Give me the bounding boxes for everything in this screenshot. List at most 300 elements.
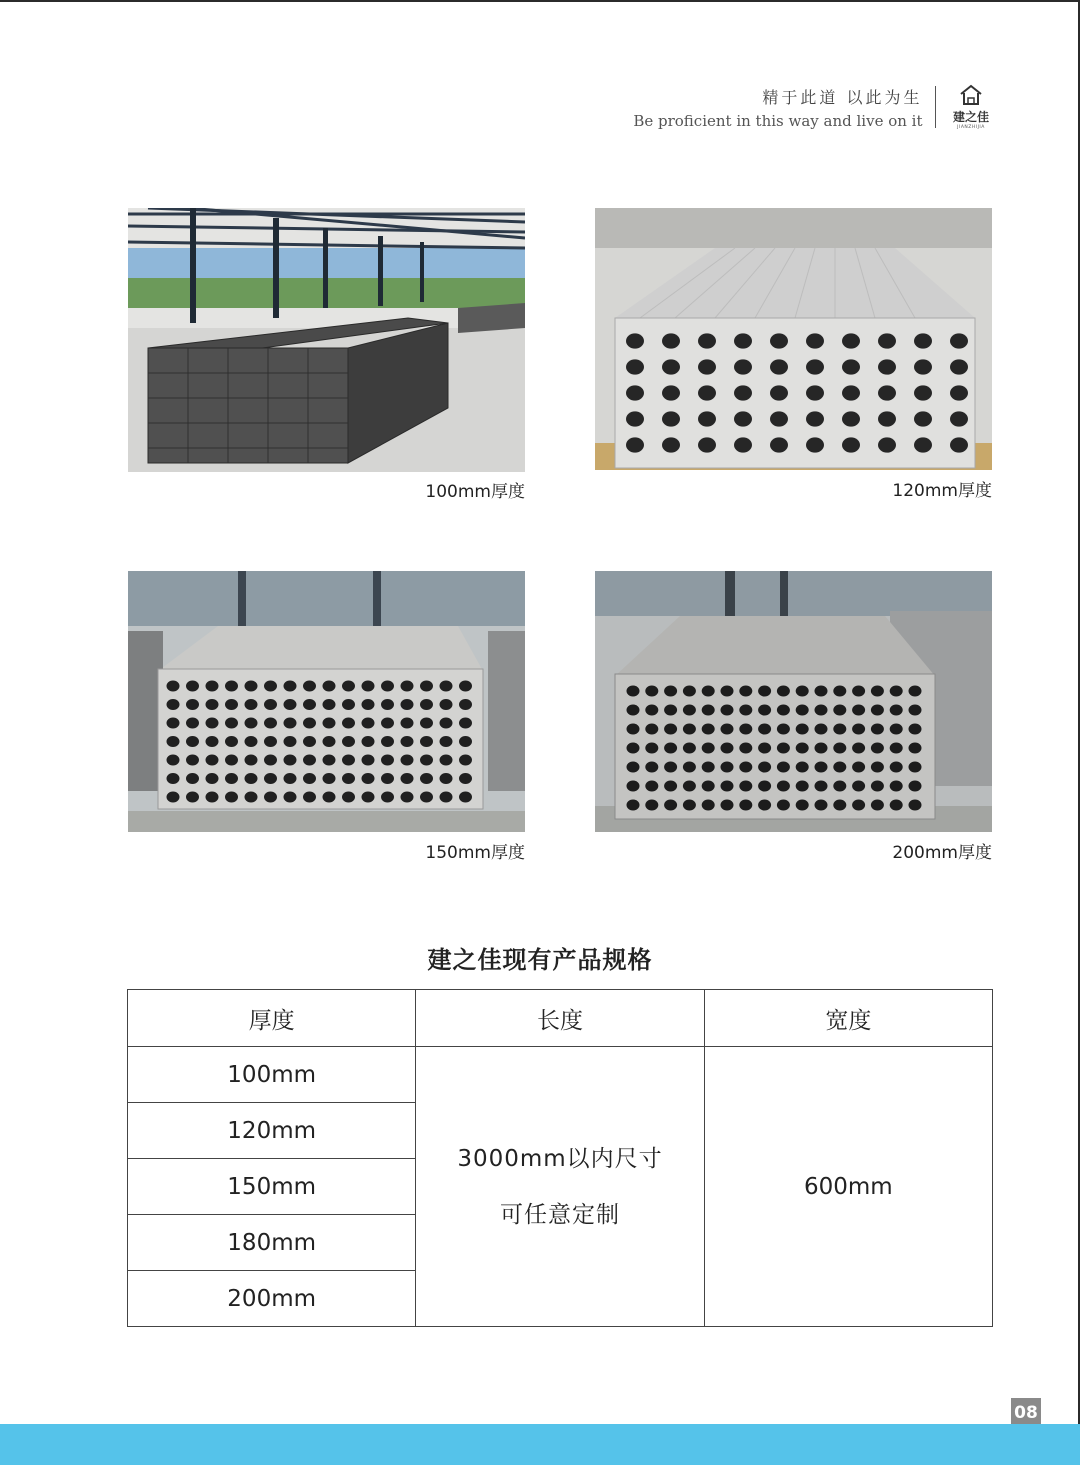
panel-hole [890, 723, 903, 734]
panel-hole [698, 411, 716, 426]
panel-hole [878, 437, 896, 452]
panel-hole [626, 437, 644, 452]
panel-hole [662, 411, 680, 426]
panel-hole [950, 437, 968, 452]
panel-hole [909, 723, 922, 734]
panel-hole [815, 723, 828, 734]
brand-logo [948, 84, 994, 130]
panel-hole [702, 799, 715, 810]
panel-hole [627, 742, 640, 753]
panel-hole [702, 761, 715, 772]
panel-hole [626, 333, 644, 348]
panel-hole [734, 359, 752, 374]
panel-hole [323, 754, 336, 765]
panel-hole [739, 780, 752, 791]
panel-hole [323, 680, 336, 691]
panel-hole [842, 437, 860, 452]
panel-hole [662, 385, 680, 400]
panel-hole [890, 761, 903, 772]
panel-hole [225, 754, 238, 765]
panel-hole [627, 685, 640, 696]
panel-hole [702, 685, 715, 696]
panel-hole [401, 736, 414, 747]
panel-hole [245, 699, 258, 710]
panel-hole [284, 791, 297, 802]
panel-hole [245, 754, 258, 765]
length-cell [416, 1047, 704, 1327]
panel-hole [401, 680, 414, 691]
panel-hole [342, 754, 355, 765]
panel-hole [721, 704, 734, 715]
panel-hole [758, 723, 771, 734]
panel-hole [459, 699, 472, 710]
slogan [633, 85, 922, 130]
panel-hole [342, 736, 355, 747]
panel-hole [440, 736, 453, 747]
slogan-chinese: 精于此道 以此为生 [762, 87, 923, 107]
panel-hole [806, 437, 824, 452]
panel-hole [734, 385, 752, 400]
panel-hole [627, 799, 640, 810]
panel-stack-photo-icon [128, 571, 525, 832]
panel-hole [323, 773, 336, 784]
panel-hole [627, 704, 640, 715]
panel-hole [852, 780, 865, 791]
panel-hole [362, 699, 375, 710]
spec-table [127, 989, 993, 1327]
panel-hole [303, 754, 316, 765]
panel-hole [758, 761, 771, 772]
header-divider [935, 86, 937, 128]
panel-hole [815, 780, 828, 791]
panel-hole [264, 699, 277, 710]
panel-hole [758, 742, 771, 753]
panel-hole [264, 680, 277, 691]
panel-hole [950, 359, 968, 374]
panel-hole [796, 742, 809, 753]
panel-hole [734, 333, 752, 348]
panel-hole [381, 717, 394, 728]
panel-hole [167, 736, 180, 747]
panel-hole [186, 699, 199, 710]
panel-hole [890, 685, 903, 696]
page-number: 08 [1011, 1398, 1041, 1428]
panel-hole [664, 704, 677, 715]
panel-hole [342, 773, 355, 784]
panel-hole [815, 742, 828, 753]
panel-hole [777, 704, 790, 715]
panel-hole [342, 680, 355, 691]
panel-hole [167, 773, 180, 784]
panel-hole [833, 685, 846, 696]
panel-hole [683, 723, 696, 734]
panel-hole [871, 704, 884, 715]
panel-hole [420, 699, 433, 710]
panel-hole [627, 780, 640, 791]
panel-hole [698, 333, 716, 348]
panel-hole [225, 736, 238, 747]
panel-hole [662, 359, 680, 374]
panel-hole [206, 699, 219, 710]
footer-bar [0, 1424, 1080, 1465]
panel-hole [167, 717, 180, 728]
panel-hole [401, 773, 414, 784]
panel-hole [245, 680, 258, 691]
panel-hole [871, 799, 884, 810]
panel-hole [878, 385, 896, 400]
panel-hole [777, 723, 790, 734]
panel-hole [914, 359, 932, 374]
panel-hole [323, 791, 336, 802]
panel-hole [225, 680, 238, 691]
panel-hole [909, 799, 922, 810]
panel-hole [420, 680, 433, 691]
panel-hole [683, 704, 696, 715]
panel-hole [777, 761, 790, 772]
panel-hole [459, 717, 472, 728]
panel-hole [167, 680, 180, 691]
panel-hole [890, 742, 903, 753]
panel-hole [381, 699, 394, 710]
panel-hole [245, 736, 258, 747]
panel-hole [698, 385, 716, 400]
panel-hole [420, 717, 433, 728]
panel-hole [264, 736, 277, 747]
header-width: 宽度 [704, 990, 992, 1047]
panel-hole [459, 791, 472, 802]
panel-hole [758, 799, 771, 810]
panel-hole [284, 717, 297, 728]
panel-hole [842, 333, 860, 348]
panel-hole [914, 385, 932, 400]
panel-hole [950, 333, 968, 348]
panel-hole [401, 791, 414, 802]
thickness-cell: 100mm [128, 1047, 416, 1103]
panel-hole [702, 723, 715, 734]
panel-hole [833, 799, 846, 810]
panel-hole [833, 704, 846, 715]
panel-hole [284, 773, 297, 784]
panel-hole [842, 359, 860, 374]
panel-hole [303, 791, 316, 802]
panel-hole [890, 799, 903, 810]
panel-hole [890, 704, 903, 715]
panel-hole [739, 685, 752, 696]
panel-hole [734, 437, 752, 452]
panel-hole [186, 717, 199, 728]
panel-hole [420, 773, 433, 784]
panel-hole [420, 754, 433, 765]
panel-hole [702, 704, 715, 715]
panel-hole [852, 704, 865, 715]
house-icon [958, 84, 984, 106]
panel-hole [739, 742, 752, 753]
panel-hole [796, 704, 809, 715]
panel-hole [626, 385, 644, 400]
panel-hole [871, 742, 884, 753]
panel-hole [770, 437, 788, 452]
panel-hole [167, 754, 180, 765]
panel-hole [770, 385, 788, 400]
thickness-cell: 150mm [128, 1159, 416, 1215]
panel-hole [662, 437, 680, 452]
panel-hole [950, 411, 968, 426]
panel-hole [342, 717, 355, 728]
panel-hole [852, 685, 865, 696]
panel-hole [381, 736, 394, 747]
thickness-cell: 120mm [128, 1103, 416, 1159]
panel-hole [842, 411, 860, 426]
caption-200mm: 200mm厚度 [892, 843, 992, 863]
panel-hole [206, 736, 219, 747]
panel-hole [645, 742, 658, 753]
panel-hole [702, 742, 715, 753]
panel-hole [664, 723, 677, 734]
panel-hole [225, 773, 238, 784]
panel-hole [871, 685, 884, 696]
panel-hole [662, 333, 680, 348]
panel-hole [796, 685, 809, 696]
panel-hole [264, 717, 277, 728]
panel-hole [806, 333, 824, 348]
panel-hole [739, 799, 752, 810]
panel-hole [878, 333, 896, 348]
panel-hole [459, 736, 472, 747]
panel-hole [852, 799, 865, 810]
panel-hole [698, 359, 716, 374]
panel-hole [683, 761, 696, 772]
panel-hole [264, 754, 277, 765]
panel-hole [871, 780, 884, 791]
panel-hole [362, 680, 375, 691]
panel-hole [401, 717, 414, 728]
panel-hole [721, 742, 734, 753]
panel-hole [440, 773, 453, 784]
panel-hole [871, 761, 884, 772]
panel-hole [459, 680, 472, 691]
panel-hole [664, 742, 677, 753]
panel-hole [645, 761, 658, 772]
panel-hole [303, 736, 316, 747]
panel-hole [225, 699, 238, 710]
length-line-1: 3000mm以内尺寸 [457, 1145, 663, 1172]
panel-hole [698, 437, 716, 452]
panel-hole [909, 704, 922, 715]
panel-hole [878, 359, 896, 374]
top-border [0, 0, 1080, 2]
panel-hole [645, 685, 658, 696]
panel-hole [909, 761, 922, 772]
panel-hole [770, 333, 788, 348]
panel-hole [702, 780, 715, 791]
photo-150mm [128, 571, 525, 832]
panel-hole [806, 359, 824, 374]
panel-hole [440, 791, 453, 802]
panel-hole [186, 754, 199, 765]
panel-hole [627, 723, 640, 734]
panel-hole [796, 780, 809, 791]
panel-hole [833, 742, 846, 753]
panel-hole [206, 754, 219, 765]
panel-hole [303, 699, 316, 710]
panel-hole [914, 411, 932, 426]
panel-hole [225, 717, 238, 728]
table-row [128, 1047, 993, 1103]
panel-hole [664, 761, 677, 772]
panel-hole [833, 780, 846, 791]
panel-hole [852, 723, 865, 734]
panel-hole [362, 736, 375, 747]
panel-hole [852, 742, 865, 753]
panel-hole [303, 680, 316, 691]
photo-120mm [595, 208, 992, 470]
panel-hole [833, 723, 846, 734]
panel-hole [909, 685, 922, 696]
panel-hole [815, 704, 828, 715]
panel-hole [626, 359, 644, 374]
panel-hole [381, 791, 394, 802]
panel-hole [833, 761, 846, 772]
panel-hole [721, 761, 734, 772]
panel-hole [381, 754, 394, 765]
panel-hole [909, 780, 922, 791]
panel-hole [284, 754, 297, 765]
panel-hole [362, 754, 375, 765]
panel-hole [852, 761, 865, 772]
panel-hole [186, 791, 199, 802]
panel-hole [323, 736, 336, 747]
photo-100mm [128, 208, 525, 472]
panel-hole [264, 773, 277, 784]
panel-hole [914, 333, 932, 348]
panel-hole [206, 791, 219, 802]
panel-hole [401, 699, 414, 710]
panel-hole [225, 791, 238, 802]
logo-subtext: JIANZHIJIA [957, 125, 985, 130]
panel-hole [245, 773, 258, 784]
panel-hole [167, 791, 180, 802]
panel-hole [878, 411, 896, 426]
panel-hole [914, 437, 932, 452]
panel-hole [806, 411, 824, 426]
panel-hole [186, 773, 199, 784]
panel-hole [770, 359, 788, 374]
panel-hole [758, 685, 771, 696]
panel-hole [734, 411, 752, 426]
panel-hole [777, 780, 790, 791]
panel-hole [245, 717, 258, 728]
panel-hole [186, 736, 199, 747]
panel-hole [167, 699, 180, 710]
caption-120mm: 120mm厚度 [892, 481, 992, 501]
panel-hole [758, 704, 771, 715]
panel-hole [645, 723, 658, 734]
panel-hole [206, 680, 219, 691]
panel-hole [739, 704, 752, 715]
panel-hole [459, 754, 472, 765]
warehouse-photo-icon [128, 208, 525, 472]
table-title: 建之佳现有产品规格 [427, 946, 653, 974]
panel-hole [362, 773, 375, 784]
panel-hole [206, 773, 219, 784]
slogan-english: Be proficient in this way and live on it [633, 111, 923, 130]
panel-hole [284, 699, 297, 710]
panel-hole [664, 685, 677, 696]
panel-hole [815, 799, 828, 810]
panel-hole [683, 780, 696, 791]
length-line-2: 可任意定制 [499, 1201, 620, 1228]
panel-hole [440, 699, 453, 710]
panel-hole [664, 799, 677, 810]
panel-hole [796, 723, 809, 734]
panel-hole [362, 717, 375, 728]
table-header-row [128, 990, 993, 1047]
panel-hole [683, 685, 696, 696]
panel-hole [758, 780, 771, 791]
photo-200mm [595, 571, 992, 832]
panel-hole [721, 685, 734, 696]
panel-hole [739, 723, 752, 734]
panel-hole [909, 742, 922, 753]
panel-hole [721, 780, 734, 791]
panel-hole [323, 699, 336, 710]
caption-150mm: 150mm厚度 [425, 843, 525, 863]
panel-hole [420, 791, 433, 802]
panel-hole [440, 754, 453, 765]
panel-hole [284, 680, 297, 691]
panel-hole [303, 773, 316, 784]
panel-hole [284, 736, 297, 747]
header-length: 长度 [416, 990, 704, 1047]
header-thickness: 厚度 [128, 990, 416, 1047]
panel-hole [362, 791, 375, 802]
panel-hole [842, 385, 860, 400]
panel-hole [381, 680, 394, 691]
panel-hole [721, 799, 734, 810]
panel-hole [777, 799, 790, 810]
width-cell: 600mm [704, 1047, 992, 1327]
panel-hole [245, 791, 258, 802]
panel-hole [796, 799, 809, 810]
panel-hole [303, 717, 316, 728]
panel-stack-photo-icon [595, 208, 992, 470]
caption-100mm: 100mm厚度 [425, 482, 525, 502]
panel-hole [645, 799, 658, 810]
thickness-cell: 200mm [128, 1271, 416, 1327]
panel-hole [627, 761, 640, 772]
panel-hole [806, 385, 824, 400]
panel-hole [186, 680, 199, 691]
panel-hole [381, 773, 394, 784]
panel-hole [459, 773, 472, 784]
panel-hole [664, 780, 677, 791]
panel-hole [777, 742, 790, 753]
panel-hole [440, 717, 453, 728]
panel-hole [264, 791, 277, 802]
panel-hole [342, 699, 355, 710]
page-header [633, 84, 994, 130]
panel-hole [683, 742, 696, 753]
panel-hole [796, 761, 809, 772]
panel-stack-photo-icon [595, 571, 992, 832]
panel-hole [626, 411, 644, 426]
panel-hole [420, 736, 433, 747]
panel-hole [645, 704, 658, 715]
panel-hole [206, 717, 219, 728]
panel-hole [721, 723, 734, 734]
logo-text: 建之佳 [952, 110, 989, 124]
panel-hole [342, 791, 355, 802]
